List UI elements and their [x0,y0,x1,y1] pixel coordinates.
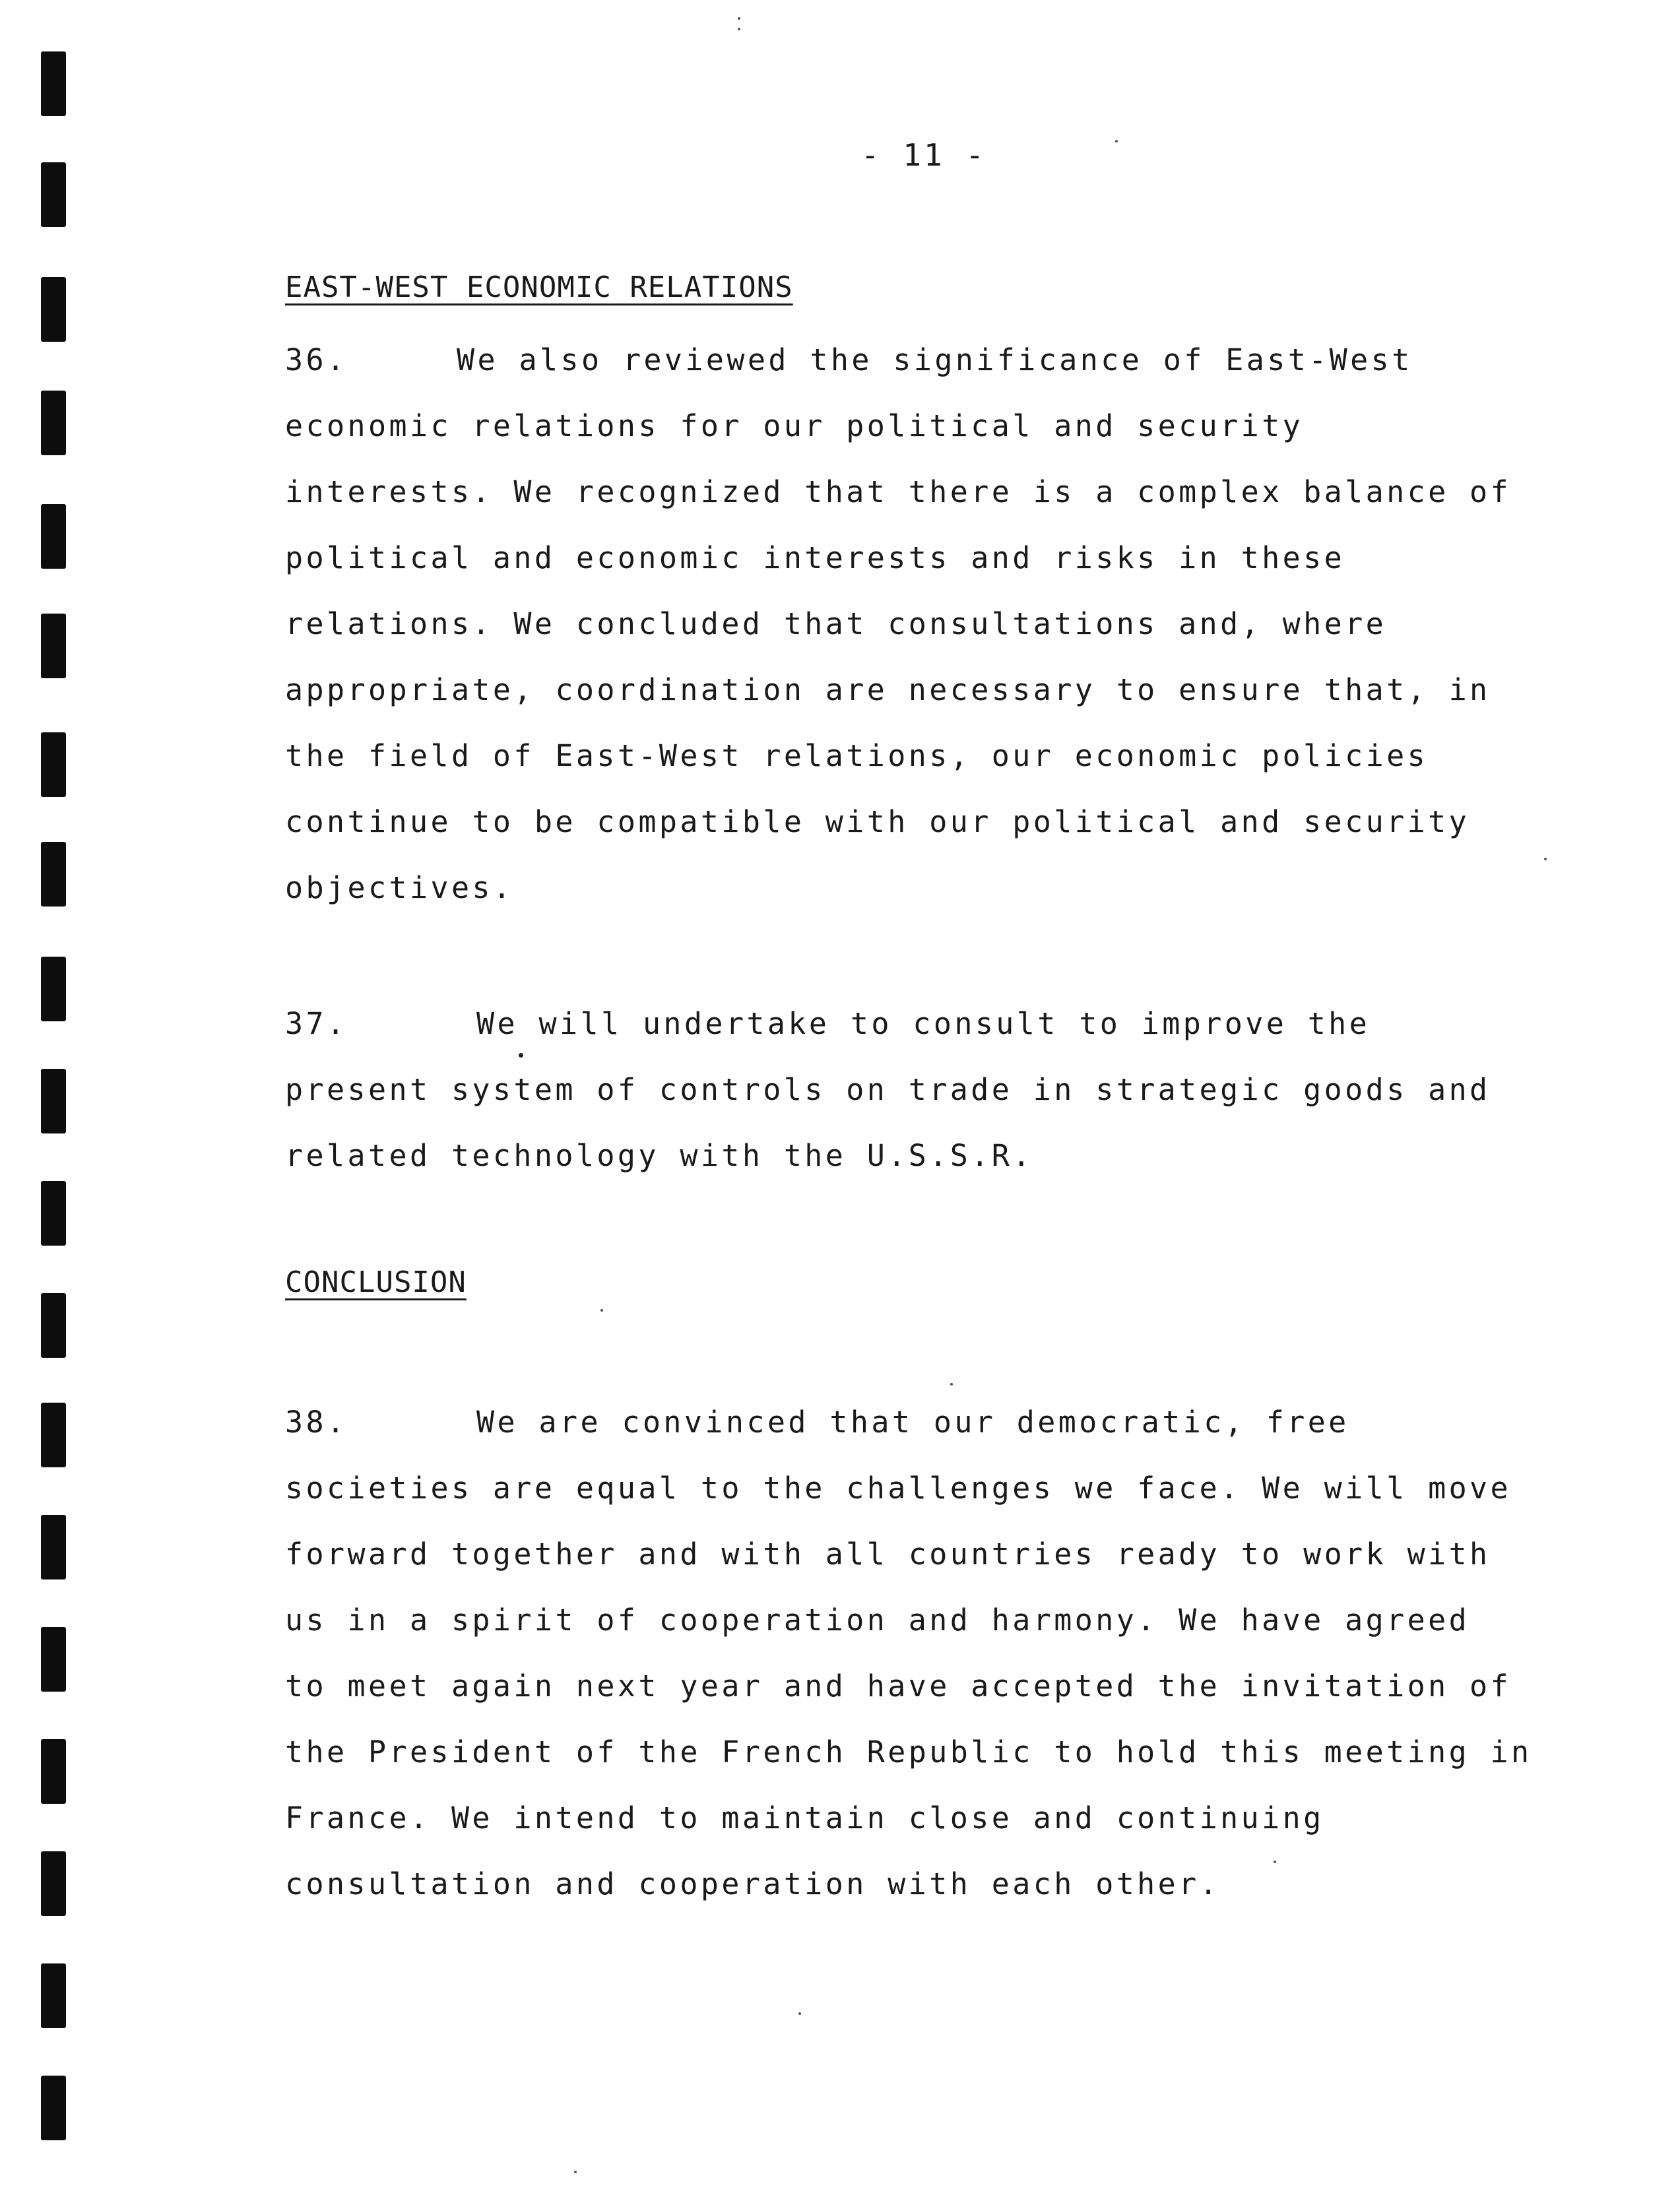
scan-speck [798,2012,801,2015]
punch-mark [41,614,66,678]
paragraph-36 [285,327,1512,921]
paragraph-line [285,327,1473,393]
paragraph-text: We also reviewed the significance of East-West [457,342,1413,377]
punch-mark [41,391,66,455]
paragraph-line: present system of controls on trade in strategic goods and [285,1072,1491,1107]
scan-speck [738,28,740,30]
section-heading-east-west: EAST-WEST ECONOMIC RELATIONS [285,271,793,304]
paragraph-line: the President of the French Republic to hold this meeting in [285,1735,1532,1769]
scan-speck [1115,140,1118,143]
page-number: - 11 - [860,137,987,173]
paragraph-line: the field of East-West relations, our economic policies [285,738,1429,773]
scan-speck [574,2171,577,2173]
scan-speck [738,17,740,20]
paragraph-line: objectives. [285,870,514,905]
punch-mark [41,957,66,1021]
paragraph-line: France. We intend to maintain close and continuing [285,1801,1324,1835]
punch-mark [41,1739,66,1804]
scan-speck [1544,858,1547,860]
paragraph-text: We will undertake to consult to improve the [476,1006,1371,1041]
paragraph-line: continue to be compatible with our political and security [285,804,1470,839]
paragraph-38 [285,1389,1532,1917]
paragraph-line: consultation and cooperation with each other. [285,1866,1221,1901]
scan-speck [600,1309,603,1312]
paragraph-line: political and economic interests and risks in these [285,540,1345,575]
paragraph-line: interests. We recognized that there is a complex balance of [285,474,1512,509]
punch-mark [41,1181,66,1246]
paragraph-line: related technology with the U.S.S.R. [285,1138,1033,1173]
paragraph-line: relations. We concluded that consultations and, where [285,606,1387,641]
paragraph-number: 38. [285,1405,348,1440]
punch-mark [41,2076,66,2140]
punch-mark [41,842,66,907]
punch-mark [41,504,66,569]
paragraph-line [285,1389,1473,1455]
punch-mark [41,1963,66,2028]
paragraph-line [285,991,1473,1057]
punch-mark [41,1069,66,1133]
paragraph-line: to meet again next year and have accepted the invitation of [285,1669,1512,1704]
punch-mark [41,1627,66,1692]
punch-mark [41,1293,66,1358]
punch-mark [41,277,66,342]
paragraph-line: societies are equal to the challenges we face. We will move [285,1471,1512,1506]
punch-mark [41,732,66,797]
paragraph-37 [285,991,1491,1189]
paragraph-line: us in a spirit of cooperation and harmony. We have agreed [285,1603,1470,1638]
section-heading-conclusion: CONCLUSION [285,1265,467,1299]
paragraph-number: 36. [285,342,348,377]
scan-speck [519,1053,523,1058]
binder-punch-marks [41,0,67,2199]
punch-mark [41,1851,66,1916]
scan-speck [1274,1861,1276,1863]
punch-mark [41,51,66,116]
punch-mark [41,1515,66,1579]
scan-speck [950,1383,953,1386]
paragraph-line: forward together and with all countries ready to work with [285,1537,1491,1572]
punch-mark [41,1403,66,1467]
paragraph-text: We are convinced that our democratic, free [476,1405,1349,1440]
paragraph-number: 37. [285,1006,348,1041]
paragraph-line: economic relations for our political and security [285,408,1304,443]
paragraph-line: appropriate, coordination are necessary to ensure that, in [285,672,1491,707]
